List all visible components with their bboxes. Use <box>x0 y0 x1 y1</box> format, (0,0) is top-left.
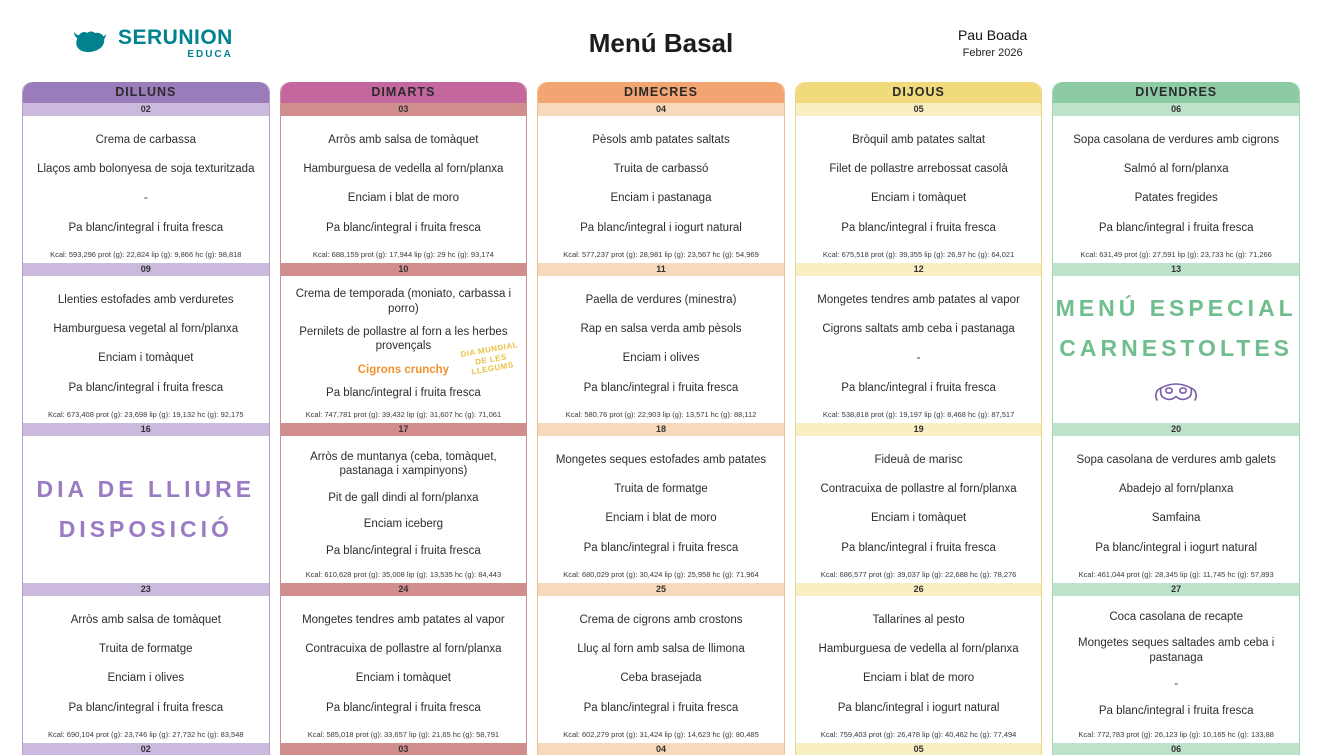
nutrition-info: Kcal: 631,49 prot (g): 27,591 lip (g): 23,733 hc (g): 71,266 <box>1080 250 1272 259</box>
menu-cell-day-05 <box>796 116 1042 263</box>
menu-cell-day-03 <box>281 116 527 263</box>
menu-cell-day-18 <box>538 436 784 583</box>
menu-item: Enciam i tomàquet <box>870 192 967 205</box>
day-number-band: 26 <box>796 583 1042 596</box>
menu-item: Pa blanc/integral i iogurt natural <box>1095 541 1258 554</box>
menu-item: Samfaina <box>1151 512 1201 525</box>
menu-item: Pa blanc/integral i fruita fresca <box>1098 221 1254 234</box>
special-label-line: DIA DE LLIURE <box>36 476 256 503</box>
menu-item: Llenties estofades amb verduretes <box>57 293 234 306</box>
world-legumes-day-note: DIA MUNDIAL DE LES LLEGUMS <box>460 340 519 377</box>
menu-item: Pa blanc/integral i fruita fresca <box>68 221 224 234</box>
day-number-band: 16 <box>23 423 269 436</box>
special-label <box>1056 289 1297 367</box>
menu-item: Abadejo al forn/planxa <box>1118 483 1234 496</box>
column-header-dilluns: DILLUNS <box>23 82 269 103</box>
menu-item: Crema de temporada (moniato, carbassa i porro) <box>295 288 512 315</box>
nutrition-info: Kcal: 585,018 prot (g): 33,657 lip (g): 21,65 hc (g): 58,791 <box>307 730 500 739</box>
menu-lines <box>538 116 784 250</box>
nutrition-info: Kcal: 680,029 prot (g): 30,424 lip (g): 25,958 hc (g): 71,964 <box>563 570 759 579</box>
menu-grid <box>0 80 1322 755</box>
menu-item: Pa blanc/integral i fruita fresca <box>326 544 481 557</box>
day-number-band: 13 <box>1053 263 1299 276</box>
serunion-bull-icon <box>70 30 110 56</box>
menu-item: Mongetes tendres amb patates al vapor <box>302 613 505 626</box>
menu-cell-day-23 <box>23 596 269 743</box>
day-number-band: 11 <box>538 263 784 276</box>
menu-cell-day-13 <box>1053 276 1299 423</box>
menu-lines <box>23 116 269 250</box>
menu-lines <box>281 596 527 730</box>
menu-item: Mongetes seques estofades amb patates <box>555 453 767 466</box>
menu-item: Hamburguesa de vedella al forn/planxa <box>303 163 504 176</box>
day-number-band: 03 <box>281 103 527 116</box>
menu-item: Pa blanc/integral i iogurt natural <box>580 221 742 234</box>
menu-item: Pa blanc/integral i fruita fresca <box>583 541 739 554</box>
header-meta <box>958 27 1027 59</box>
column-header-dijous: DIJOUS <box>796 82 1042 103</box>
nutrition-info: Kcal: 610,628 prot (g): 35,008 lip (g): 13,535 hc (g): 84,443 <box>305 570 502 579</box>
menu-item: Patates fregides <box>1134 192 1218 205</box>
menu-item: Hamburguesa vegetal al forn/planxa <box>53 323 239 336</box>
special-label-line: MENÚ ESPECIAL <box>1055 295 1297 322</box>
menu-cell-day-09 <box>23 276 269 423</box>
carnival-mask-icon <box>1152 378 1200 410</box>
menu-item: Contracuixa de pollastre al forn/planxa <box>820 483 1017 496</box>
menu-lines <box>796 596 1042 730</box>
menu-item: Pa blanc/integral i fruita fresca <box>326 701 481 714</box>
menu-lines <box>796 276 1042 410</box>
menu-item: Pa blanc/integral i fruita fresca <box>1098 704 1254 717</box>
menu-lines <box>281 276 527 410</box>
menu-item: Enciam iceberg <box>363 518 444 531</box>
day-number-band: 05 <box>796 103 1042 116</box>
nutrition-info: Kcal: 675,518 prot (g): 39,355 lip (g): 26,97 hc (g): 64,021 <box>822 250 1015 259</box>
menu-item: Pa blanc/integral i fruita fresca <box>841 381 996 394</box>
menu-item: Enciam i blat de moro <box>347 192 459 205</box>
nutrition-info: Kcal: 772,783 prot (g): 26,123 lip (g): 10,165 hc (g): 133,88 <box>1078 730 1274 739</box>
menu-item: Bròquil amb patates saltat <box>852 133 986 146</box>
school-name: Pau Boada <box>957 27 1028 43</box>
day-number-band: 25 <box>538 583 784 596</box>
day-column-dimecres <box>537 82 785 755</box>
serunion-logo <box>70 27 233 60</box>
brand-text <box>118 27 233 60</box>
menu-item: Enciam i tomàquet <box>355 672 452 685</box>
menu-item: - <box>143 192 148 205</box>
day-number-band: 18 <box>538 423 784 436</box>
page-title: Menú Basal <box>588 27 734 58</box>
menu-lines <box>538 436 784 570</box>
nutrition-info: Kcal: 673,408 prot (g): 23,698 lip (g): 19,132 hc (g): 92,175 <box>48 410 244 419</box>
menu-lines <box>23 596 269 730</box>
menu-item: Filet de pollastre arrebossat casolà <box>829 163 1008 176</box>
day-number-band-next-week: 05 <box>796 743 1042 755</box>
day-number-band: 02 <box>23 103 269 116</box>
menu-lines <box>796 436 1042 570</box>
menu-lines <box>796 116 1042 250</box>
nutrition-info: Kcal: 688,159 prot (g): 17,944 lip (g): 29 hc (g): 93,174 <box>312 250 494 259</box>
menu-item: Pa blanc/integral i iogurt natural <box>837 701 1000 714</box>
day-column-dimarts <box>280 82 528 755</box>
menu-cell-day-17 <box>281 436 527 583</box>
menu-item: Coca casolana de recapte <box>1109 611 1243 624</box>
day-number-band: 17 <box>281 423 527 436</box>
menu-lines <box>1053 436 1299 570</box>
menu-lines <box>281 436 527 570</box>
day-number-band: 04 <box>538 103 784 116</box>
menu-lines <box>538 276 784 410</box>
menu-item: Pa blanc/integral i fruita fresca <box>583 381 739 394</box>
day-column-dilluns <box>22 82 270 755</box>
menu-item: Sopa casolana de verdures amb galets <box>1076 453 1276 466</box>
nutrition-info: Kcal: 602,279 prot (g): 31,424 lip (g): 14,623 hc (g): 80,485 <box>563 730 759 739</box>
menu-lines <box>281 116 527 250</box>
nutrition-info: Kcal: 580,76 prot (g): 22,903 lip (g): 13,571 hc (g): 88,112 <box>565 410 757 419</box>
menu-lines <box>1053 116 1299 250</box>
menu-item: Mongetes tendres amb patates al vapor <box>817 293 1020 306</box>
menu-item: Pa blanc/integral i fruita fresca <box>583 701 739 714</box>
menu-item: Arròs amb salsa de tomàquet <box>70 613 221 626</box>
menu-item: Contracuixa de pollastre al forn/planxa <box>305 643 502 656</box>
menu-item: Salmó al forn/planxa <box>1123 163 1229 176</box>
menu-item: Pa blanc/integral i fruita fresca <box>841 541 996 554</box>
menu-item: Enciam i blat de moro <box>605 512 717 525</box>
menu-cell-day-16 <box>23 436 269 583</box>
day-number-band: 24 <box>281 583 527 596</box>
menu-item: Cigrons crunchy <box>357 363 450 376</box>
menu-item: Enciam i pastanaga <box>610 192 712 205</box>
nutrition-info: Kcal: 759,403 prot (g): 26,478 lip (g): 40,462 hc (g): 77,494 <box>820 730 1017 739</box>
brand-sub: EDUCA <box>187 48 233 60</box>
menu-item: Pa blanc/integral i fruita fresca <box>68 381 224 394</box>
menu-item: Crema de carbassa <box>95 133 196 146</box>
day-number-band-next-week: 02 <box>23 743 269 755</box>
menu-item: Cigrons saltats amb ceba i pastanaga <box>822 323 1015 336</box>
menu-item: Pèsols amb patates saltats <box>592 133 730 146</box>
menu-item: Sopa casolana de verdures amb cigrons <box>1073 133 1280 146</box>
day-number-band: 06 <box>1053 103 1299 116</box>
menu-item: Ceba brasejada <box>620 672 702 685</box>
nutrition-info: Kcal: 747,781 prot (g): 39,432 lip (g): 31,607 hc (g): 71,061 <box>305 410 502 419</box>
special-label-line: DISPOSICIÓ <box>58 515 233 542</box>
menu-item: Arròs de muntanya (ceba, tomàquet, pastanaga i xampinyons) <box>310 451 497 478</box>
menu-item: Pa blanc/integral i fruita fresca <box>326 221 481 234</box>
day-number-band-next-week: 06 <box>1053 743 1299 755</box>
menu-item: Pernilets de pollastre al forn a les herbes provençals <box>299 326 508 353</box>
menu-item: Lluç al forn amb salsa de llimona <box>577 643 745 656</box>
page-header <box>0 0 1322 80</box>
menu-lines <box>1053 596 1299 730</box>
day-number-band-next-week: 03 <box>281 743 527 755</box>
menu-lines <box>538 596 784 730</box>
menu-cell-day-12 <box>796 276 1042 423</box>
menu-item: Hamburguesa de vedella al forn/planxa <box>818 643 1019 656</box>
menu-item: Truita de carbassó <box>613 163 709 176</box>
menu-item: Enciam i olives <box>622 352 700 365</box>
menu-cell-day-24 <box>281 596 527 743</box>
nutrition-info: Kcal: 577,237 prot (g): 28,981 lip (g): 23,567 hc (g): 54,969 <box>563 250 759 259</box>
menu-cell-day-27 <box>1053 596 1299 743</box>
menu-item: Fideuà de marisc <box>874 453 963 466</box>
menu-item: Pa blanc/integral i fruita fresca <box>841 221 996 234</box>
nutrition-info: Kcal: 690,104 prot (g): 23,746 lip (g): 27,732 hc (g): 83,548 <box>48 730 244 739</box>
menu-item: Pit de gall dindi al forn/planxa <box>328 491 479 504</box>
menu-item: Llaços amb bolonyesa de soja texturitzada <box>37 163 255 176</box>
menu-item: Pa blanc/integral i fruita fresca <box>326 387 481 400</box>
column-header-divendres: DIVENDRES <box>1053 82 1299 103</box>
column-header-dimecres: DIMECRES <box>538 82 784 103</box>
brand-name: SERUNION <box>118 25 233 49</box>
day-number-band: 09 <box>23 263 269 276</box>
menu-item: Mongetes seques saltades amb ceba i pastanaga <box>1078 637 1275 664</box>
day-number-band: 23 <box>23 583 269 596</box>
menu-cell-day-19 <box>796 436 1042 583</box>
menu-item: Enciam i tomàquet <box>870 512 967 525</box>
menu-item: Enciam i olives <box>107 672 185 685</box>
menu-item: Arròs amb salsa de tomàquet <box>328 133 479 146</box>
nutrition-info: Kcal: 538,818 prot (g): 19,197 lip (g): 8,468 hc (g): 87,517 <box>822 410 1015 419</box>
special-label-line: CARNESTOLTES <box>1059 334 1294 361</box>
menu-cell-day-20 <box>1053 436 1299 583</box>
menu-item: Paella de verdures (minestra) <box>585 293 737 306</box>
nutrition-info: Kcal: 461,044 prot (g): 28,345 lip (g): 11,745 hc (g): 57,893 <box>1078 570 1274 579</box>
nutrition-info: Kcal: 593,296 prot (g): 22,824 lip (g): 9,866 hc (g): 98,818 <box>50 250 242 259</box>
day-number-band-next-week: 04 <box>538 743 784 755</box>
menu-item: - <box>916 352 921 365</box>
menu-cell-day-06 <box>1053 116 1299 263</box>
column-header-dimarts: DIMARTS <box>281 82 527 103</box>
day-number-band: 10 <box>281 263 527 276</box>
menu-lines <box>23 276 269 410</box>
menu-item: Pa blanc/integral i fruita fresca <box>68 701 224 714</box>
menu-cell-day-26 <box>796 596 1042 743</box>
day-number-band: 12 <box>796 263 1042 276</box>
day-column-dijous <box>795 82 1043 755</box>
menu-cell-day-02 <box>23 116 269 263</box>
day-number-band: 19 <box>796 423 1042 436</box>
day-number-band: 27 <box>1053 583 1299 596</box>
menu-cell-day-10 <box>281 276 527 423</box>
special-label <box>37 470 256 548</box>
menu-item: Truita de formatge <box>614 483 708 496</box>
day-number-band: 20 <box>1053 423 1299 436</box>
menu-item: Enciam i blat de moro <box>862 672 975 685</box>
menu-cell-day-11 <box>538 276 784 423</box>
menu-item: Tallarines al pesto <box>872 613 965 626</box>
menu-item: Truita de formatge <box>99 643 193 656</box>
menu-item: Enciam i tomàquet <box>98 352 194 365</box>
day-column-divendres <box>1052 82 1300 755</box>
nutrition-info: Kcal: 686,577 prot (g): 39,037 lip (g): 22,688 hc (g): 78,276 <box>820 570 1017 579</box>
month-label: Febrer 2026 <box>962 47 1023 59</box>
menu-item: Rap en salsa verda amb pèsols <box>580 323 742 336</box>
menu-item: - <box>1174 678 1179 691</box>
menu-cell-day-04 <box>538 116 784 263</box>
menu-item: Crema de cigrons amb crostons <box>579 613 743 626</box>
menu-cell-day-25 <box>538 596 784 743</box>
